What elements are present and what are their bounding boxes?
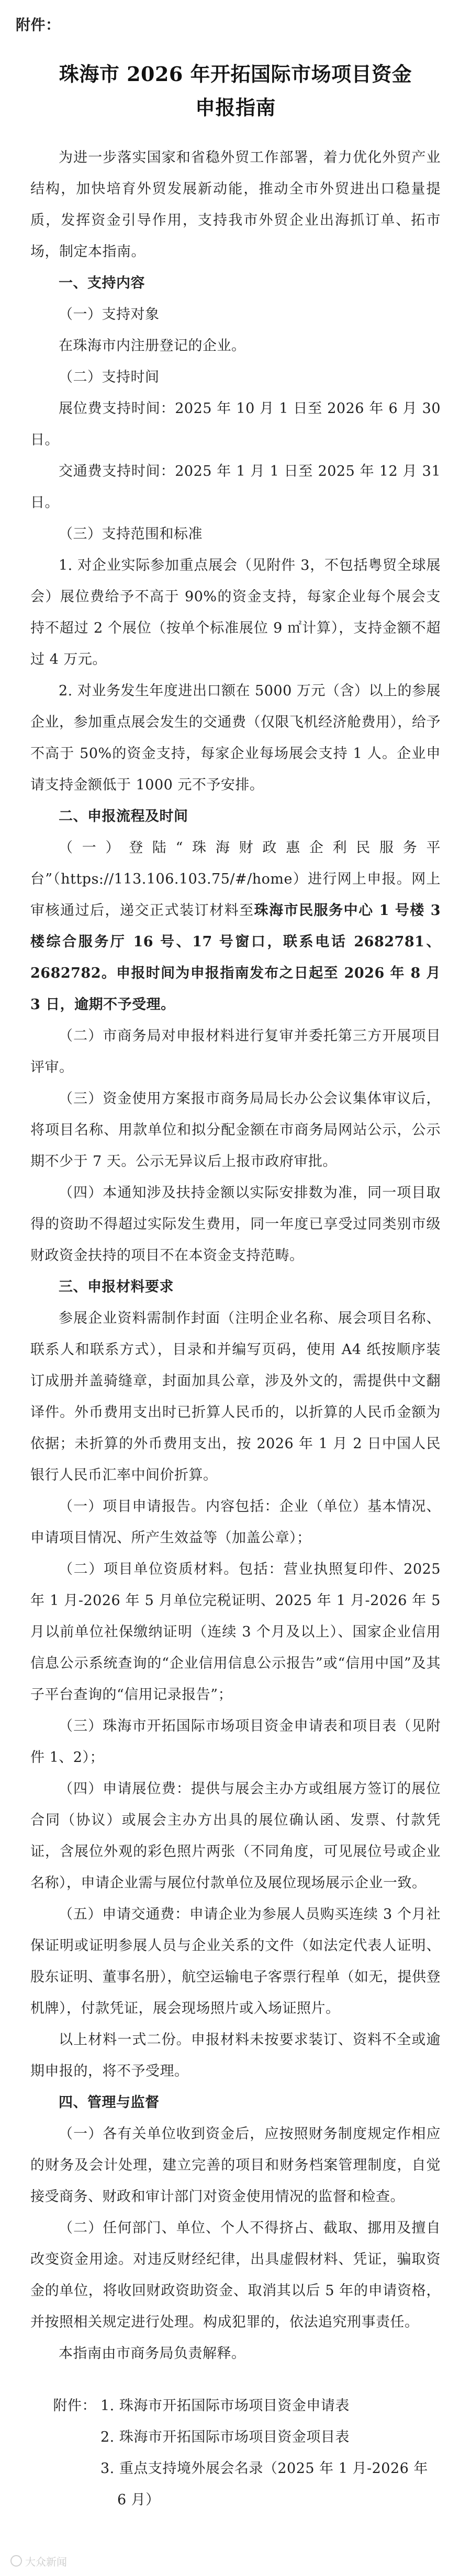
section-1-sub-1: （一）支持对象 (59, 306, 160, 323)
title-line-2: 申报指南 (195, 96, 276, 119)
support-item-2: 2. 对业务发生年度进出口额在 5000 万元（含）以上的参展企业，参加重点展会发生的交通费（仅限飞机经济舱费用），给予不高于 50%的资金支持，每家企业每场展会支持 1 人。企业申请支持金额低于 1000 元不予安排。 (30, 683, 441, 793)
section-3-closing: 以上材料一式二份。申报材料未按要求装订、资料不全或逾期申报的，将不予受理。 (30, 2032, 441, 2079)
preface-paragraph: 为进一步落实国家和省稳外贸工作部署，着力优化外贸产业结构，加快培育外贸发展新动能，推动全市外贸进出口稳量提质，发挥资金引导作用，支持我市外贸企业出海抓订单、拓市场，制定本指南。 (30, 150, 441, 260)
attachment-item-3-continued: 6 月） (117, 2492, 160, 2508)
document-title (30, 58, 441, 124)
support-item-1: 1. 对企业实际参加重点展会（见附件 3，不包括粤贸全球展会）展位费给予不高于 90%的资金支持，每家企业每个展会支持不超过 2 个展位（按单个标准展位 9 ㎡计算），支持金额不超过 4 万元。 (30, 557, 441, 668)
watermark-logo (10, 2552, 94, 2570)
section-3-paragraph-3: （三）珠海市开拓国际市场项目资金申请表和项目表（见附件 1、2）； (30, 1718, 441, 1766)
section-1-heading: 一、支持内容 (59, 275, 145, 291)
watermark-icon (10, 2555, 22, 2567)
section-4-heading: 四、管理与监督 (59, 2094, 160, 2111)
watermark-text: 大众新闻 (25, 2555, 67, 2568)
section-2-heading: 二、申报流程及时间 (59, 808, 188, 825)
section-3-intro: 参展企业资料需制作封面（注明企业名称、展会项目名称、联系人和联系方式），目录和并编写页码，使用 A4 纸按顺序装订成册并盖骑缝章，封面加具公章，涉及外文的，需提供中文翻译件。外币费用支出时已折算人民币的，以折算的人民币金额为依据；未折算的外币费用支出，按 2026 年 1 月 2 日中国人民银行人民币汇率中间价折算。 (30, 1310, 441, 1483)
section-2-paragraph-3: （三）资金使用方案报市商务局局长办公会议集体审议后，将项目名称、用款单位和拟分配金额在市商务局网站公示，公示期不少于 7 天。公示无异议后上报市政府审批。 (30, 1091, 441, 1170)
booth-fee-period: 展位费支持时间：2025 年 10 月 1 日至 2026 年 6 月 30 日。 (30, 400, 441, 448)
section-3-heading: 三、申报材料要求 (59, 1279, 174, 1295)
section-4-paragraph-2: （二）任何部门、单位、个人不得挤占、截取、挪用及擅自改变资金用途。对违反财经纪律，出具虚假材料、凭证，骗取资金的单位，将收回财政资助资金、取消其以后 5 年的申请资格，并按照相关规定进行处理。构成犯罪的，依法追究刑事责任。 (30, 2220, 441, 2330)
travel-fee-period: 交通费支持时间：2025 年 1 月 1 日至 2025 年 12 月 31 日。 (30, 463, 441, 511)
section-3-paragraph-1: （一）项目申请报告。内容包括：企业（单位）基本情况、申请项目情况、所产生效益等（加盖公章）； (30, 1498, 441, 1546)
attachments-list (30, 2390, 441, 2516)
attachments-lead: 附件： (53, 2398, 96, 2414)
section-3-paragraph-5: （五）申请交通费：申请企业为参展人员购买连续 3 个月社保证明或证明参展人员与企业关系的文件（如法定代表人证明、股东证明、董事名册），航空运输电子客票行程单（如无，提供登机牌），付款凭证，展会现场照片或入场证照片。 (30, 1906, 441, 2017)
attachment-item-label: 1. 珠海市开拓国际市场项目资金申请表 (100, 2398, 350, 2414)
attachment-item-1 (30, 2390, 441, 2422)
section-2-paragraph-2: （二）市商务局对申报材料进行复审并委托第三方开展项目评审。 (30, 1028, 441, 1075)
section-1-sub-1-text: 在珠海市内注册登记的企业。 (59, 338, 246, 354)
section-2-paragraph-1 (30, 832, 441, 1021)
title-line-1: 珠海市 2026 年开拓国际市场项目资金 (59, 62, 412, 86)
section-3-paragraph-4: （四）申请展位费：提供与展会主办方或组展方签订的展位合同（协议）或展会主办方出具的展位确认函、发票、付款凭证，含展位外观的彩色照片两张（不同角度，可见展位号或企业名称），申请企业需与展位付款单位及展位现场展示企业一致。 (30, 1781, 441, 1891)
section-2-paragraph-4: （四）本通知涉及扶持金额以实际安排数为准，同一项目取得的资助不得超过实际发生费用，同一年度已享受过同类别市级财政资金扶持的项目不在本资金支持范畴。 (30, 1185, 441, 1264)
section-4-paragraph-1: （一）各有关单位收到资金后，应按照财务制度规定作相应的财务及会计处理，建立完善的项目和财务档案管理制度，自觉接受商务、财政和审计部门对资金使用情况的监督和检查。 (30, 2126, 441, 2205)
interpretation-statement: 本指南由市商务局负责解释。 (59, 2345, 246, 2362)
section-1-sub-3: （三）支持范围和标准 (59, 526, 203, 542)
section-1-sub-2: （二）支持时间 (59, 369, 160, 385)
attachment-item-2: 2. 珠海市开拓国际市场项目资金项目表 (100, 2429, 350, 2445)
attachment-label: 附件： (16, 16, 61, 33)
attachment-item-3: 3. 重点支持境外展会名录（2025 年 1 月-2026 年 (100, 2460, 428, 2477)
apply-online-text: （一）登陆“珠海财政惠企利民服务平台”（https://113.106.103.75/#/home）进行网上申报。网上审核通过后，递交正式装订材料至 (30, 840, 441, 919)
section-3-paragraph-2: （二）项目单位资质材料。包括：营业执照复印件、2025 年 1 月-2026 年 5 月单位完税证明、2025 年 1 月-2026 年 5 月以前单位社保缴纳证明（连续 3 个月及以上）、国家企业信用信息公示系统查询的“企业信用信息公示报告”或“信用中国”及其子平台查询的“信用记录报告”； (30, 1561, 441, 1703)
submission-deadline-text: 珠海市民服务中心 1 号楼 3 楼综合服务厅 16 号、17 号窗口，联系电话 2682781、2682782。申报时间为申报指南发布之日起至 2026 年 8 月 3 日，逾期不予受理。 (30, 902, 441, 1013)
